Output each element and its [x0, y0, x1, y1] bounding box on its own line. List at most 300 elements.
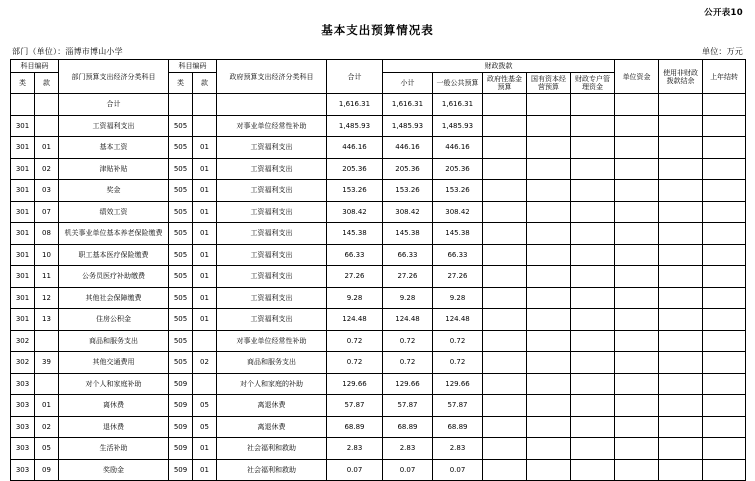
cell-dept-subject: 奖金 [59, 180, 169, 202]
cell-state-capital [527, 223, 571, 245]
cell-total: 66.33 [327, 244, 383, 266]
cell-kuan-2 [193, 94, 217, 116]
cell-general-public: 68.89 [433, 416, 483, 438]
cell-state-capital [527, 266, 571, 288]
cell-unit-fund [615, 352, 659, 374]
cell-kuan-2: 01 [193, 266, 217, 288]
cell-class-2: 505 [169, 309, 193, 331]
cell-gov-subject: 社会福利和救助 [217, 438, 327, 460]
cell-total: 129.66 [327, 373, 383, 395]
cell-total: 308.42 [327, 201, 383, 223]
cell-fiscal-special [571, 330, 615, 352]
cell-subtotal: 0.07 [383, 459, 433, 481]
cell-kuan: 02 [35, 158, 59, 180]
cell-general-public: 9.28 [433, 287, 483, 309]
cell-state-capital [527, 352, 571, 374]
cell-subtotal: 129.66 [383, 373, 433, 395]
cell-fiscal-special [571, 352, 615, 374]
cell-kuan: 03 [35, 180, 59, 202]
cell-class: 303 [11, 459, 35, 481]
cell-class: 301 [11, 223, 35, 245]
cell-kuan: 11 [35, 266, 59, 288]
cell-unit-fund [615, 223, 659, 245]
cell-kuan-2 [193, 373, 217, 395]
header-row-1 [11, 60, 746, 73]
cell-kuan-2: 01 [193, 459, 217, 481]
cell-total: 9.28 [327, 287, 383, 309]
cell-state-capital [527, 115, 571, 137]
cell-kuan-2: 01 [193, 180, 217, 202]
table-row [11, 330, 746, 352]
cell-general-public: 0.72 [433, 330, 483, 352]
cell-gov-subject: 对事业单位经常性补助 [217, 115, 327, 137]
cell-gov-fund [483, 287, 527, 309]
cell-prev-balance [703, 115, 746, 137]
cell-fiscal-special [571, 416, 615, 438]
cell-fiscal-special [571, 459, 615, 481]
cell-non-fiscal [659, 94, 703, 116]
cell-kuan-2: 01 [193, 158, 217, 180]
cell-total: 1,616.31 [327, 94, 383, 116]
department-label: 部门（单位）：淄博市博山小学 [12, 47, 123, 56]
cell-general-public: 446.16 [433, 137, 483, 159]
cell-total: 153.26 [327, 180, 383, 202]
cell-gov-fund [483, 94, 527, 116]
table-row [11, 223, 746, 245]
cell-gov-fund [483, 137, 527, 159]
cell-subtotal: 68.89 [383, 416, 433, 438]
cell-gov-subject: 工资福利支出 [217, 266, 327, 288]
header-general-public: 一般公共预算 [433, 73, 483, 94]
cell-kuan-2: 01 [193, 287, 217, 309]
cell-gov-fund [483, 158, 527, 180]
cell-non-fiscal [659, 180, 703, 202]
cell-class: 301 [11, 287, 35, 309]
cell-fiscal-special [571, 438, 615, 460]
cell-state-capital [527, 373, 571, 395]
cell-general-public: 124.48 [433, 309, 483, 331]
cell-gov-subject: 工资福利支出 [217, 158, 327, 180]
header-gov-fund: 政府性基金预算 [483, 73, 527, 94]
cell-gov-fund [483, 201, 527, 223]
cell-subtotal: 0.72 [383, 352, 433, 374]
cell-gov-subject [217, 94, 327, 116]
cell-total: 27.26 [327, 266, 383, 288]
cell-unit-fund [615, 330, 659, 352]
cell-non-fiscal [659, 115, 703, 137]
cell-subtotal: 446.16 [383, 137, 433, 159]
cell-state-capital [527, 416, 571, 438]
cell-total: 0.72 [327, 330, 383, 352]
cell-general-public: 2.83 [433, 438, 483, 460]
cell-subtotal: 153.26 [383, 180, 433, 202]
cell-general-public: 129.66 [433, 373, 483, 395]
cell-fiscal-special [571, 395, 615, 417]
cell-kuan-2: 01 [193, 201, 217, 223]
cell-dept-subject: 离休费 [59, 395, 169, 417]
cell-kuan-2: 05 [193, 416, 217, 438]
cell-fiscal-special [571, 287, 615, 309]
cell-prev-balance [703, 266, 746, 288]
cell-class-2: 505 [169, 223, 193, 245]
cell-gov-subject: 离退休费 [217, 416, 327, 438]
cell-class-2: 505 [169, 352, 193, 374]
cell-kuan: 01 [35, 137, 59, 159]
cell-kuan-2: 01 [193, 223, 217, 245]
cell-general-public: 205.36 [433, 158, 483, 180]
cell-non-fiscal [659, 373, 703, 395]
cell-class: 303 [11, 373, 35, 395]
table-row [11, 373, 746, 395]
header-total: 合计 [327, 60, 383, 94]
cell-subtotal: 124.48 [383, 309, 433, 331]
cell-non-fiscal [659, 352, 703, 374]
cell-class: 301 [11, 201, 35, 223]
cell-class-2: 509 [169, 459, 193, 481]
table-row [11, 94, 746, 116]
header-code-group-1: 科目编码 [11, 60, 59, 73]
cell-fiscal-special [571, 115, 615, 137]
cell-fiscal-special [571, 137, 615, 159]
cell-kuan-2: 01 [193, 137, 217, 159]
cell-class-2: 505 [169, 266, 193, 288]
cell-total: 124.48 [327, 309, 383, 331]
header-dept-subject: 部门预算支出经济分类科目 [59, 60, 169, 94]
cell-gov-fund [483, 266, 527, 288]
table-row [11, 115, 746, 137]
cell-non-fiscal [659, 201, 703, 223]
cell-subtotal: 205.36 [383, 158, 433, 180]
cell-gov-fund [483, 352, 527, 374]
cell-subtotal: 308.42 [383, 201, 433, 223]
cell-dept-subject: 其他交通费用 [59, 352, 169, 374]
cell-kuan-2: 05 [193, 395, 217, 417]
cell-kuan: 05 [35, 438, 59, 460]
page-title: 基本支出预算情况表 [321, 23, 434, 37]
cell-dept-subject: 机关事业单位基本养老保险缴费 [59, 223, 169, 245]
cell-subtotal: 2.83 [383, 438, 433, 460]
cell-total: 0.07 [327, 459, 383, 481]
cell-prev-balance [703, 94, 746, 116]
header-kuan-1: 款 [35, 73, 59, 94]
cell-general-public: 66.33 [433, 244, 483, 266]
cell-state-capital [527, 309, 571, 331]
cell-kuan-2: 01 [193, 244, 217, 266]
cell-total: 0.72 [327, 352, 383, 374]
cell-unit-fund [615, 373, 659, 395]
cell-kuan: 01 [35, 395, 59, 417]
cell-gov-subject: 工资福利支出 [217, 244, 327, 266]
cell-kuan [35, 330, 59, 352]
cell-gov-fund [483, 309, 527, 331]
cell-fiscal-special [571, 201, 615, 223]
cell-class-2: 509 [169, 395, 193, 417]
header-fiscal-special: 财政专户管理资金 [571, 73, 615, 94]
cell-class: 301 [11, 115, 35, 137]
cell-kuan: 13 [35, 309, 59, 331]
cell-subtotal: 1,616.31 [383, 94, 433, 116]
cell-total: 446.16 [327, 137, 383, 159]
cell-gov-fund [483, 416, 527, 438]
cell-non-fiscal [659, 438, 703, 460]
cell-prev-balance [703, 223, 746, 245]
cell-kuan [35, 94, 59, 116]
cell-class: 303 [11, 416, 35, 438]
table-row [11, 309, 746, 331]
cell-subtotal: 145.38 [383, 223, 433, 245]
cell-state-capital [527, 287, 571, 309]
cell-total: 1,485.93 [327, 115, 383, 137]
cell-gov-subject: 社会福利和救助 [217, 459, 327, 481]
cell-class-2: 505 [169, 287, 193, 309]
cell-dept-subject: 职工基本医疗保险缴费 [59, 244, 169, 266]
table-row [11, 137, 746, 159]
cell-prev-balance [703, 244, 746, 266]
cell-gov-subject: 对个人和家庭的补助 [217, 373, 327, 395]
cell-class-2: 505 [169, 244, 193, 266]
cell-subtotal: 66.33 [383, 244, 433, 266]
cell-kuan [35, 115, 59, 137]
cell-prev-balance [703, 201, 746, 223]
cell-state-capital [527, 438, 571, 460]
cell-class: 301 [11, 158, 35, 180]
cell-non-fiscal [659, 416, 703, 438]
cell-class-2: 509 [169, 373, 193, 395]
cell-kuan-2: 01 [193, 438, 217, 460]
cell-prev-balance [703, 438, 746, 460]
cell-unit-fund [615, 309, 659, 331]
cell-dept-subject: 对个人和家庭补助 [59, 373, 169, 395]
cell-unit-fund [615, 115, 659, 137]
table-header [11, 60, 746, 94]
cell-unit-fund [615, 137, 659, 159]
cell-non-fiscal [659, 223, 703, 245]
cell-gov-subject: 对事业单位经常性补助 [217, 330, 327, 352]
cell-class: 301 [11, 180, 35, 202]
cell-dept-subject: 其他社会保障缴费 [59, 287, 169, 309]
cell-general-public: 308.42 [433, 201, 483, 223]
cell-dept-subject: 津贴补贴 [59, 158, 169, 180]
cell-gov-subject: 商品和服务支出 [217, 352, 327, 374]
cell-state-capital [527, 94, 571, 116]
header-class-2: 类 [169, 73, 193, 94]
cell-kuan-2: 01 [193, 309, 217, 331]
cell-kuan: 10 [35, 244, 59, 266]
cell-subtotal: 1,485.93 [383, 115, 433, 137]
cell-fiscal-special [571, 373, 615, 395]
cell-kuan: 39 [35, 352, 59, 374]
cell-dept-subject: 基本工资 [59, 137, 169, 159]
cell-kuan-2 [193, 115, 217, 137]
cell-dept-subject: 公务员医疗补助缴费 [59, 266, 169, 288]
cell-general-public: 57.87 [433, 395, 483, 417]
cell-kuan [35, 373, 59, 395]
table-row [11, 395, 746, 417]
cell-dept-subject: 绩效工资 [59, 201, 169, 223]
cell-gov-fund [483, 459, 527, 481]
cell-subtotal: 57.87 [383, 395, 433, 417]
header-class-1: 类 [11, 73, 35, 94]
cell-non-fiscal [659, 309, 703, 331]
cell-class-2: 505 [169, 201, 193, 223]
header-non-fiscal-balance: 使用非财政拨款结余 [659, 60, 703, 94]
cell-fiscal-special [571, 158, 615, 180]
cell-gov-fund [483, 115, 527, 137]
cell-unit-fund [615, 94, 659, 116]
table-row [11, 438, 746, 460]
cell-kuan: 02 [35, 416, 59, 438]
cell-unit-fund [615, 416, 659, 438]
meta-row [10, 46, 745, 59]
cell-prev-balance [703, 287, 746, 309]
cell-prev-balance [703, 352, 746, 374]
cell-gov-fund [483, 330, 527, 352]
cell-prev-balance [703, 330, 746, 352]
cell-general-public: 1,485.93 [433, 115, 483, 137]
cell-unit-fund [615, 287, 659, 309]
cell-general-public: 1,616.31 [433, 94, 483, 116]
header-gov-subject: 政府预算支出经济分类科目 [217, 60, 327, 94]
cell-class: 301 [11, 137, 35, 159]
cell-dept-subject: 退休费 [59, 416, 169, 438]
cell-state-capital [527, 330, 571, 352]
cell-total: 57.87 [327, 395, 383, 417]
cell-fiscal-special [571, 180, 615, 202]
cell-unit-fund [615, 158, 659, 180]
cell-class: 303 [11, 438, 35, 460]
cell-unit-fund [615, 438, 659, 460]
cell-gov-subject: 工资福利支出 [217, 137, 327, 159]
table-body [11, 94, 746, 481]
header-state-capital: 国有资本经营预算 [527, 73, 571, 94]
cell-prev-balance [703, 137, 746, 159]
table-row [11, 287, 746, 309]
table-row [11, 459, 746, 481]
cell-fiscal-special [571, 94, 615, 116]
cell-dept-subject: 奖励金 [59, 459, 169, 481]
cell-general-public: 0.72 [433, 352, 483, 374]
table-row [11, 158, 746, 180]
cell-class-2: 505 [169, 115, 193, 137]
cell-dept-subject: 住房公积金 [59, 309, 169, 331]
cell-prev-balance [703, 459, 746, 481]
cell-state-capital [527, 201, 571, 223]
cell-total: 145.38 [327, 223, 383, 245]
cell-fiscal-special [571, 266, 615, 288]
cell-state-capital [527, 459, 571, 481]
cell-state-capital [527, 180, 571, 202]
cell-general-public: 145.38 [433, 223, 483, 245]
cell-gov-subject: 离退休费 [217, 395, 327, 417]
table-row [11, 266, 746, 288]
cell-prev-balance [703, 416, 746, 438]
cell-non-fiscal [659, 266, 703, 288]
cell-state-capital [527, 137, 571, 159]
cell-dept-subject: 商品和服务支出 [59, 330, 169, 352]
table-row [11, 416, 746, 438]
cell-class: 301 [11, 244, 35, 266]
cell-general-public: 0.07 [433, 459, 483, 481]
cell-non-fiscal [659, 287, 703, 309]
cell-prev-balance [703, 309, 746, 331]
cell-subtotal: 9.28 [383, 287, 433, 309]
cell-class: 301 [11, 309, 35, 331]
public-table-number: 公开表10 [704, 8, 743, 18]
cell-class-2: 505 [169, 330, 193, 352]
cell-class-2: 509 [169, 416, 193, 438]
cell-total: 68.89 [327, 416, 383, 438]
cell-subtotal: 27.26 [383, 266, 433, 288]
cell-total: 2.83 [327, 438, 383, 460]
cell-non-fiscal [659, 459, 703, 481]
cell-gov-fund [483, 438, 527, 460]
unit-label: 单位：万元 [702, 47, 743, 56]
header-prev-balance: 上年结转 [703, 60, 746, 94]
table-row [11, 352, 746, 374]
cell-fiscal-special [571, 223, 615, 245]
cell-class-2: 505 [169, 158, 193, 180]
cell-gov-subject: 工资福利支出 [217, 180, 327, 202]
cell-fiscal-special [571, 244, 615, 266]
cell-class: 301 [11, 266, 35, 288]
cell-dept-subject: 生活补助 [59, 438, 169, 460]
cell-kuan: 07 [35, 201, 59, 223]
cell-non-fiscal [659, 330, 703, 352]
cell-prev-balance [703, 373, 746, 395]
header-code-group-2: 科目编码 [169, 60, 217, 73]
cell-gov-subject: 工资福利支出 [217, 223, 327, 245]
cell-dept-subject: 合计 [59, 94, 169, 116]
header-kuan-2: 款 [193, 73, 217, 94]
cell-unit-fund [615, 180, 659, 202]
cell-prev-balance [703, 180, 746, 202]
table-row [11, 244, 746, 266]
cell-prev-balance [703, 158, 746, 180]
cell-kuan-2: 02 [193, 352, 217, 374]
cell-class-2 [169, 94, 193, 116]
cell-non-fiscal [659, 395, 703, 417]
cell-gov-subject: 工资福利支出 [217, 287, 327, 309]
cell-class [11, 94, 35, 116]
cell-class-2: 505 [169, 180, 193, 202]
cell-unit-fund [615, 201, 659, 223]
cell-kuan: 12 [35, 287, 59, 309]
cell-general-public: 27.26 [433, 266, 483, 288]
budget-table [10, 59, 746, 481]
cell-gov-subject: 工资福利支出 [217, 201, 327, 223]
cell-state-capital [527, 244, 571, 266]
header-unit-fund: 单位资金 [615, 60, 659, 94]
cell-general-public: 153.26 [433, 180, 483, 202]
cell-dept-subject: 工资福利支出 [59, 115, 169, 137]
cell-subtotal: 0.72 [383, 330, 433, 352]
header-fiscal-group: 财政拨款 [383, 60, 615, 73]
cell-unit-fund [615, 395, 659, 417]
cell-class-2: 509 [169, 438, 193, 460]
cell-prev-balance [703, 395, 746, 417]
cell-kuan: 08 [35, 223, 59, 245]
cell-fiscal-special [571, 309, 615, 331]
header-subtotal: 小计 [383, 73, 433, 94]
cell-non-fiscal [659, 244, 703, 266]
cell-gov-fund [483, 373, 527, 395]
cell-unit-fund [615, 459, 659, 481]
cell-gov-fund [483, 180, 527, 202]
cell-class: 302 [11, 330, 35, 352]
table-row [11, 180, 746, 202]
cell-non-fiscal [659, 158, 703, 180]
cell-gov-fund [483, 395, 527, 417]
